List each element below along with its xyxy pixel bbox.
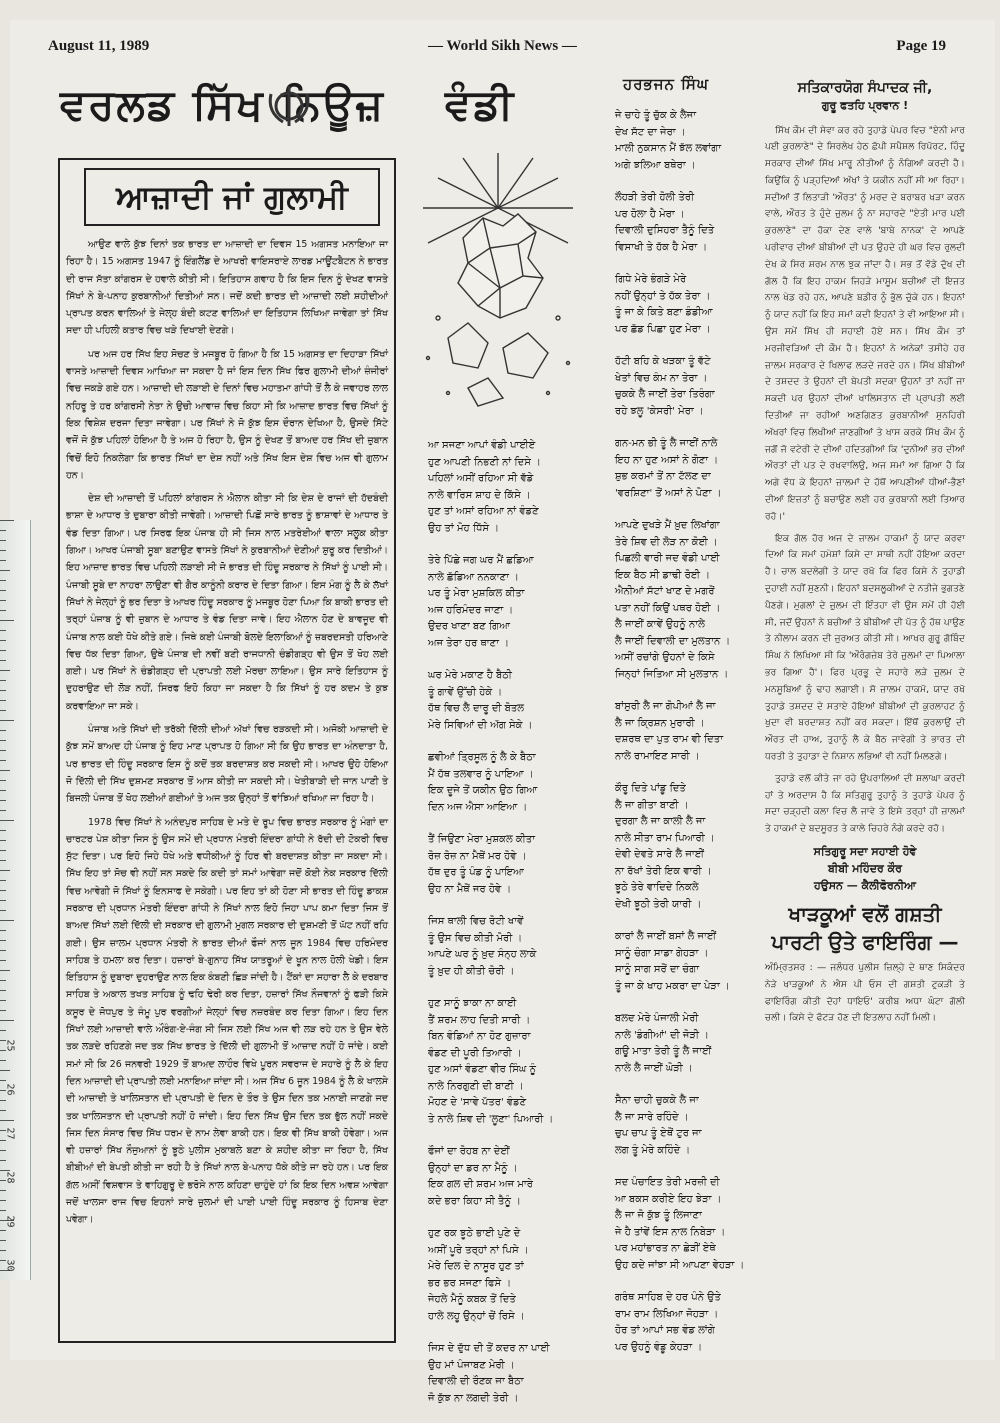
ruler-tick (0, 850, 6, 851)
editorial-box (58, 158, 396, 1343)
ruler-tick (0, 950, 6, 951)
letter-title: ਸਤਿਕਾਰਯੋਗ ਸੰਪਾਦਕ ਜੀ, (797, 80, 933, 96)
poem-line: ਗਊ ਮਾਤਾ ਤੇਰੀ ਤੂੰ ਲੈ ਜਾਈਂ (615, 1046, 712, 1057)
poem-stanza (615, 108, 775, 174)
ruler-tick (0, 730, 6, 731)
editorial-headline: ਆਜ਼ਾਦੀ ਜਾਂ ਗੁਲਾਮੀ (84, 168, 380, 226)
letter-signature: ਬੀਬੀ ਮਹਿੰਦਰ ਕੌਰ (828, 861, 902, 875)
poem-line: ਪਰ ਉਹਨੂੰ ਵੰਡੂ ਕੇਹੜਾ । (615, 1341, 703, 1353)
section-banner (60, 80, 600, 140)
poem-line: ਜਿਸ ਥਾਲੀ ਵਿਚ ਰੋਟੀ ਖਾਵੇਂ (428, 916, 524, 927)
poem-line: ਨਹੀਂ ਉਨ੍ਹਾਂ ਤੇ ਹੱਕ ਤੇਰਾ । (615, 290, 711, 302)
poem-line: ਦਿਵਾਲੀ ਦੁਸਿਹਰਾ ਤੈਨੂੰ ਦਿਤੇ (615, 225, 715, 236)
letter-closing: ਸਤਿਗੁਰੂ ਸਦਾ ਸਹਾਈ ਹੋਵੇ (813, 844, 917, 858)
poem-line: ਮੇਰੇ ਦਿਲ ਦੇ ਨਾਸੂਰ ਹੁਣ ਤਾਂ (428, 1261, 524, 1272)
poem-stanza (615, 518, 775, 683)
poem-line: ਦੁਰਗਾ ਲੈ ਜਾ ਕਾਲੀ ਲੈ ਜਾ (615, 816, 706, 827)
ruler-tick (0, 1010, 6, 1011)
section-title-right: ਵੰਡੀ (445, 80, 516, 129)
poem-line: ਝੂਠੇ ਤੇਰੇ ਵਾਦਿਦੇ ਨਿਕਲੇ (615, 882, 699, 893)
masthead (48, 38, 968, 60)
editorial-paragraph: 1978 ਵਿਚ ਸਿੱਖਾਂ ਨੇ ਅਨੰਦਪੁਰ ਸਾਹਿਬ ਦੇ ਮਤੇ ਦੇ ਰੂਪ ਵਿਚ ਭਾਰਤ ਸਰਕਾਰ ਨੂੰ ਮੰਗਾਂ ਦਾ ਚਾਰਟਰ ਪੇਸ਼ ਕੀਤਾ ਜਿਸ ਨੂੰ ਉਸ ਸਮੇਂ ਦੀ ਪ੍ਰਧਾਨ ਮੰਤਰੀ ਇੰਦਰਾ ਗਾਂਧੀ ਨੇ ਰੱਦੀ ਦੀ ਟੋਕਰੀ ਵਿਚ ਸੁੱਟ ਦਿਤਾ। ਪਰ ਇਹੋ ਜਿਹੇ ਧੋਖੇ ਅਤੇ ਵਧੀਕੀਆਂ ਨੂੰ ਹਿਰ ਵੀ ਬਰਦਾਸ਼ਤ ਕੀਤਾ ਜਾ ਸਕਦਾ ਸੀ। ਸਿੱਖ ਇਹ ਤਾਂ ਸੋਚ ਵੀ ਨਹੀਂ ਸਨ ਸਕਦੇ ਕਿ ਕਦੀ ਤਾਂ ਸਮਾਂ ਆਵੇਗਾ ਜਦੋਂ ਕੋਈ ਨੇਕ ਸਰਕਾਰ ਦਿੱਲੀ ਵਿਚ ਆਵੇਗੀ ਜੋ ਸਿੱਖਾਂ ਨੂੰ ਇਨਸਾਫ ਦੇ ਸਕੇਗੀ। ਪਰ ਇਹ ਤਾਂ ਕੀ ਹੋਣਾ ਸੀ ਭਾਰਤ ਦੀ ਹਿੰਦੂ ਡਾਕਸ਼ ਸਰਕਾਰ ਦੀ ਪ੍ਰਧਾਨ ਮੰਤਰੀ ਇੰਦਰਾ ਗਾਂਧੀ ਨੇ ਸਿੱਖਾਂ ਨਾਲ ਇਹੋ ਜਿਹਾ ਪਾਪ ਕਮਾ ਦਿਤਾ ਜਿਸ ਤੋਂ ਬਾਅਦ ਸਿੱਖਾਂ ਲਈ ਦਿੱਲੀ ਦੀ ਸਰਕਾਰ ਦੀ ਗੁਲਾਮੀ ਮੁਗਲ ਸਰਕਾਰ ਦੀ ਦੁਸ਼ਮਣੀ ਤੋਂ ਘੱਟ ਨਹੀਂ ਰਹਿ ਗਈ। ਉਸ ਜ਼ਾਲਮ ਪ੍ਰਧਾਨ ਮੰਤਰੀ ਨੇ ਭਾਰਤ ਦੀਆਂ ਫੌਜਾਂ ਨਾਲ ਜੂਨ 1984 ਵਿਚ ਹਰਿਮੰਦਰ ਸਾਹਿਬ ਤੇ ਹਮਲਾ ਕਰ ਦਿਤਾ। ਹਜ਼ਾਰਾਂ ਬੇ-ਗੁਨਾਹ ਸਿੱਖ ਯਾਤਰੂਆਂ ਦੇ ਖੂਨ ਨਾਲ ਹੋਲੀ ਖੇਡੀ। ਇਸ ਇਤਿਹਾਸ ਨੂੰ ਦੁਬਾਰਾ ਦੁਹਰਾਉਣ ਨਾਲ ਇਕ ਕੰਬਣੀ ਛਿੜ ਜਾਂਦੀ ਹੈ। ਟੈਂਕਾਂ ਦਾ ਸਹਾਰਾ ਲੈ ਕੇ ਦਰਬਾਰ ਸਾਹਿਬ ਤੇ ਅਕਾਲ ਤਖਤ ਸਾਹਿਬ ਨੂੰ ਢਹਿ ਢੇਰੀ ਕਰ ਦਿਤਾ, ਹਜ਼ਾਰਾਂ ਸਿੱਖ ਨੌਜਵਾਨਾਂ ਨੂੰ ਫੜੀ ਕਿਸੇ ਕਸੂਰ ਦੇ ਜੋਧਪੁਰ ਤੇ ਜੰਮੂ ਪੁਰ ਵਰਗੀਆਂ ਜੇਲ੍ਹਾਂ ਵਿਚ ਨਜ਼ਰਬੰਦ ਕਰ ਦਿਤਾ ਗਿਆ। ਇਹ ਦਿਨ ਸਿੱਖਾਂ ਲਈ ਆਜ਼ਾਦੀ ਵਾਲੇ ਔਰੰਗ-ਏ-ਜੰਗ ਸੀ ਜਿਸ ਲਈ ਸਿੱਖ ਅਜ ਵੀ ਲੜ ਰਹੇ ਹਨ ਤੇ ਉਸ ਵੇਲੇ ਤਕ ਲੜਦੇ ਰਹਿਣਗੇ ਜਦ ਤਕ ਸਿੱਖ ਭਾਰਤ ਤੇ ਦਿੱਲੀ ਦੀ ਗੁਲਾਮੀ ਤੋਂ ਆਜ਼ਾਦ ਨਹੀਂ ਹੋ ਜਾਂਦੇ। ਕਈ ਸਮਾਂ ਸੀ ਕਿ 26 ਜਨਵਰੀ 1929 ਤੋਂ ਬਾਅਦ ਲਾਹੌਰ ਵਿਖੇ ਪੂਰਨ ਸਵਰਾਜ ਦੇ ਸਹਾਰੇ ਨੂੰ ਲੈ ਕੇ ਇਹ ਦਿਨ ਆਜ਼ਾਦੀ ਦੀ ਪ੍ਰਾਪਤੀ ਲਈ ਮਨਾਇਆ ਜਾਂਦਾ ਸੀ। ਅਜ ਸਿੱਖ 6 ਜੂਨ 1984 ਨੂੰ ਲੈ ਕੇ ਖਾਲਸੇ ਦੀ ਆਜ਼ਾਦੀ ਤੇ ਖਾਲਿਸਤਾਨ ਦੀ ਪ੍ਰਾਪਤੀ ਦੇ ਦਿਨ ਦੇ ਤੌਰ ਤੇ ਉਸ ਦਿਨ ਤਕ ਮਨਾਈ ਜਾਣਗੇ ਜਦ ਤਕ ਖਾਲਿਸਤਾਨ ਦੀ ਪ੍ਰਾਪਤੀ ਨਹੀਂ ਹੋ ਜਾਂਦੀ। ਇਹ ਦਿਨ ਸਿੱਖ ਉਸ ਦਿਨ ਤਕ ਭੁੱਲ ਨਹੀਂ ਸਕਦੇ ਜਿਸ ਦਿਨ ਸੰਸਾਰ ਵਿਚ ਸਿੱਖ ਧਰਮ ਦੇ ਨਾਮ ਲੇਵਾ ਬਾਕੀ ਹਨ। ਇਕ ਵੀ ਸਿੱਖ ਬਾਕੀ ਹੋਵੇਗਾ। ਅਜ ਵੀ ਹਜ਼ਾਰਾਂ ਸਿੱਖ ਨੌਜੁਆਨਾਂ ਨੂੰ ਝੂਠੇ ਪੁਲੀਸ ਮੁਕਾਬਲੇ ਬਣਾ ਕੇ ਸ਼ਹੀਦ ਕੀਤਾ ਜਾ ਰਿਹਾ ਹੈ, ਸਿੱਖ ਬੀਬੀਆਂ ਦੀ ਬੇਪਤੀ ਕੀਤੀ ਜਾ ਰਹੀ ਹੈ ਤੇ ਸਿੱਖਾਂ ਨਾਲ ਬੇ-ਪਨਾਹ ਧੱਕੇ ਕੀਤੇ ਜਾ ਰਹੇ ਹਨ। ਪਰ ਇਕ ਗੱਲ ਅਸੀਂ ਵਿਸ਼ਵਾਸ ਤੇ ਵਾਹਿਗੁਰੂ ਦੇ ਭਰੋਸੇ ਨਾਲ ਕਹਿਣਾ ਚਾਹੁੰਦੇ ਹਾਂ ਕਿ ਇਕ ਦਿਨ ਅਵਸ਼ ਆਵੇਗਾ ਜਦੋਂ ਖਾਲਸਾ ਰਾਜ ਵਿਚ ਇਹਨਾਂ ਸਾਰੇ ਜ਼ੁਲਮਾਂ ਦੀ ਪਾਈ ਪਾਈ ਹਿੰਦੂ ਸਰਕਾਰ ਨੂੰ ਹਿਸਾਬ ਦੇਣਾ ਪਵੇਗਾ। (66, 816, 388, 1226)
poem-line: ਅਜ ਹਰਿਮੰਦਰ ਜਾਣਾ । (428, 604, 514, 616)
ruler-tick (0, 1190, 6, 1191)
poem-line: ਗਰੰਥ ਸਾਹਿਬ ਦੇ ਹਰ ਪੰਨੇ ਉਤੇ (615, 1292, 721, 1303)
poem-stanza (428, 438, 598, 537)
poem-line: ਬਿਨ ਵੰਡਿਆਂ ਨਾ ਹੋਣ ਗੁਜ਼ਾਰਾ (428, 1031, 531, 1042)
ruler-tick (0, 650, 6, 651)
ruler-tick (0, 660, 6, 661)
poem-line: ਤੂੰ ਗਾਵੇਂ ਉੱਚੀ ਹੇਕੇ । (428, 686, 503, 698)
poem-line: ਪਹਿਲਾਂ ਅਸੀਂ ਰਹਿਆ ਸੀ ਵੱਡੇ (428, 473, 534, 484)
poem-line: ਉਦਰ ਖਾਣਾ ਬਣ ਗਿਆ (428, 621, 510, 632)
ruler-tick (0, 1160, 6, 1161)
poem-stanza (615, 1175, 775, 1274)
ruler-tick (0, 790, 6, 791)
poem-line: ਰੋਜ਼ ਰੋਜ਼ ਨਾ ਮੈਥੋਂ ਮਰ ਹੋਵੇ । (428, 850, 527, 862)
ruler-tick (0, 580, 6, 581)
letter-column (765, 78, 965, 1027)
poem-line: ਉਹ ਤਾਂ ਮੋਹ ਧਿੱਸੇ । (428, 522, 499, 534)
poem-line: ਆਪਣੇ ਦੁਖੜੇ ਮੈਂ ਖ਼ੁਦ ਲਿਖਾਂਗਾ (615, 520, 720, 531)
poem-line: ਮੇਰੇ ਸਿਵਿਆਂ ਦੀ ਅੱਗ ਸੇਕੇ । (428, 719, 533, 731)
measuring-ruler (0, 520, 31, 1280)
poem-line: ਹੱਥ ਵਿਚ ਲੈ ਦਾਰੂ ਦੀ ਬੋਤਲ (428, 703, 525, 714)
poem-line: ਤੇਰੇ ਸ਼ਿਵ ਦੀ ਲੋੜ ਨਾ ਕੋਈ । (615, 536, 718, 548)
poem-line: ਦੇਖ ਸੱਟ ਦਾ ਜੇਰਾ । (615, 126, 686, 138)
poem-line: ਨਾਲੇ 'ਡੰਗੀਆਂ' ਦੀ ਜੋੜੀ । (615, 1029, 709, 1041)
poem-line: ਅਜ ਤੇਰਾ ਹਰ ਥਾਣਾ । (428, 637, 509, 649)
poem-stanza (615, 1093, 775, 1159)
poem-stanza (428, 668, 598, 734)
poem-line: ਦੇਖੀ ਝੂਠੀ ਤੇਰੀ ਯਾਰੀ । (615, 898, 702, 910)
ruler-tick (0, 910, 6, 911)
poem-line: ਅਗੇ ਝਲਿਆ ਬਥੇਰਾ । (615, 159, 696, 171)
poem-stanza (428, 553, 598, 652)
poem-line: ਨਾਲੇ ਨਿਰਗੁਣੀ ਦੀ ਬਾਣੀ । (428, 1080, 524, 1092)
poem-line: ਹੱਟੀ ਬਹਿ ਕੇ ਖੜਕਾ ਤੂੰ ਵੱਟੇ (615, 356, 711, 367)
poem-stanza (615, 699, 775, 765)
poem-line: ਅਸੀਂ ਰਚਾਂਗੇ ਉਹਨਾਂ ਦੇ ਕਿਸੇ (615, 652, 715, 663)
poem-line: ਚੁਕਕੇ ਲੈ ਜਾਈਂ ਤੇਰਾ ਤਿਰੰਗਾ (615, 389, 715, 400)
poem-stanza (428, 750, 598, 816)
ruler-tick (0, 1250, 6, 1251)
poem-stanza (428, 914, 598, 980)
poem-line: ਦਸ਼ਰਥ ਦਾ ਪੁਤ ਰਾਮ ਵੀ ਦਿਤਾ (615, 734, 724, 745)
poem-line: ਨਾਲੇ ਛੱਡਿਆ ਨਨਕਾਣਾ । (428, 571, 519, 583)
poem-line: ਪਰ ਤੂੰ ਮੇਰਾ ਮੁਸ਼ਕਿਲ ਕੀਤਾ (428, 588, 525, 599)
ruler-tick (0, 1100, 6, 1101)
ruler-tick (0, 860, 6, 861)
poem-line: ਗਿਧੇ ਮੇਰੇ ਭੰਗੜੇ ਮੇਰੇ (615, 274, 687, 285)
letter-paragraph: ਸਿੱਖ ਕੌਮ ਦੀ ਸੇਵਾ ਕਰ ਰਹੇ ਤੁਹਾਡੇ ਪੇਪਰ ਵਿਚ "ਏਨੀ ਮਾਰ ਪਈ ਕੁਰਲਾਣੇ" ਦੇ ਸਿਰਲੇਖ ਹੇਠ ਛੱਪੀ ਸਪੈਸ਼ਲ ਰਿਪੋਰਟ, ਹਿੰਦੂ ਸਰਕਾਰ ਦੀਆਂ ਸਿੱਖ ਮਾਰੂ ਨੀਤੀਆਂ ਨੂੰ ਨੰਗਿਆਂ ਕਰਦੀ ਹੈ। ਕਿਉਂਕਿ ਨੂੰ ਪੜ੍ਹਦਿਆਂ ਅੱਖਾਂ ਤੇ ਯਕੀਨ ਨਹੀਂ ਸੀ ਆ ਰਿਹਾ। ਸਦੀਆਂ ਤੋਂ ਲਿਤਾੜੀ 'ਔਰਤ' ਨੂੰ ਮਰਦ ਦੇ ਬਰਾਬਰ ਖੜਾ ਕਰਨ ਵਾਲੇ, ਔਰਤ ਤੇ ਹੁੰਦੇ ਜ਼ੁਲਮ ਨੂੰ ਨਾ ਸਹਾਰਦੇ "ਏਤੀ ਮਾਰ ਪਈ ਕੁਰਲਾਣੇ" ਦਾ ਹੋਕਾ ਦੇਣ ਵਾਲੇ 'ਬਾਬੇ ਨਾਨਕ' ਦੇ ਆਪਣੇ ਪਰੀਵਾਰ ਦੀਆਂ ਬੀਬੀਆਂ ਦੀ ਪਤ ਉਹਦੇ ਹੀ ਘਰ ਵਿਚ ਰੁਲਦੀ ਦੇਖ ਕੇ ਸਿਰ ਸ਼ਰਮ ਨਾਲ ਝੁਕ ਜਾਂਦਾ ਹੈ। ਸਭ ਤੋਂ ਵੱਡੇ ਦੁੱਖ ਦੀ ਗੱਲ ਹੈ ਕਿ ਇਹ ਹਾਕਮ ਜਿਹੜੇ ਮਾਸੂਮ ਬਚੀਆਂ ਦੀ ਇਜ਼ਤ ਨਾਲ ਖੇਡ ਰਹੇ ਹਨ, ਆਪਣੇ ਬਡੀਰ ਨੂੰ ਭੁੱਲ ਚੁੱਕੇ ਹਨ। ਇਹਨਾਂ ਨੂੰ ਯਾਦ ਨਹੀਂ ਕਿ ਇਹ ਸਮਾਂ ਕਦੀ ਇਹਨਾਂ ਤੇ ਵੀ ਆਇਆ ਸੀ। ਉਸ ਸਮੇਂ ਸਿੱਖ ਹੀ ਸਹਾਈ ਹੋਏ ਸਨ। ਸਿੱਖ ਕੌਮ ਤਾਂ ਮਰਜੀਵੜਿਆਂ ਦੀ ਕੌਮ ਹੈ। ਇਹਨਾਂ ਨੇ ਅਨੇਕਾਂ ਤਸੀਹੇ ਹਰ ਜ਼ਾਲਮ ਸਰਕਾਰ ਦੇ ਖਿਲਾਫ ਲੜਦੇ ਜਰਦੇ ਹਨ। ਸਿੱਖ ਬੀਬੀਆਂ ਦੇ ਤਸ਼ਦਦ ਤੇ ਉਹਨਾਂ ਦੀ ਬੇਪਤੀ ਸਦਕਾ ਉਹਨਾਂ ਤਾਂ ਨਹੀਂ ਜਾ ਸਕਦੀ ਪਰ ਉਹਨਾਂ ਦੀਆਂ ਖਾਲਿਸਤਾਨ ਦੀ ਪ੍ਰਾਪਤੀ ਲਈ ਦਿਤੀਆਂ ਜਾ ਰਹੀਆਂ ਅਣਗਿਣਤ ਕੁਰਬਾਨੀਆਂ ਸੁਨਹਿਰੀ ਅੱਖਰਾਂ ਵਿਚ ਲਿਖੀਆਂ ਜਾਣਗੀਆਂ ਤੇ ਖਾਸ ਕਰਕੇ ਸਿੱਖ ਕੌਮ ਨੂੰ ਜਗੋਂ ਜੋ ਵਟੇਰੀ ਦੇ ਦੀਆਂ ਹਦਿਤਗੀਆਂ ਕਿ 'ਦੁਨੀਆਂ ਭਰ ਦੀਆਂ ਔਰਤਾਂ ਦੀ ਪਤ ਦੇ ਰਖਵਾਲਿਉ, ਅਜ ਸਮਾਂ ਆ ਗਿਆ ਹੈ ਕਿ ਅਗੇ ਵੱਧ ਕੇ ਇਹਨਾਂ ਜ਼ਾਲਮਾਂ ਦੇ ਹੱਥੋਂ ਆਪਣੀਆਂ ਧੀਆਂ-ਭੈਣਾਂ ਦੀਆਂ ਇਜ਼ਤਾਂ ਨੂੰ ਬਚਾਉਣ ਲਈ ਹਰ ਕੁਰਬਾਨੀ ਲਈ ਤਿਆਰ ਰਹੋ।' (765, 124, 965, 522)
poem-line: ਆ ਸਜਣਾ ਆਪਾਂ ਵੰਡੀ ਪਾਈਏ (428, 440, 536, 451)
poem-line: ਤੂੰ ਜਾ ਕੇ ਕਿਤੇ ਬਣਾ ਡੰਡੀਆ (615, 307, 713, 318)
poem-line: ਰਹੇ ਝਲੂ 'ਕੇਸਰੀ' ਮੇਰਾ । (615, 405, 704, 417)
ruler-tick (0, 560, 6, 561)
poem-line: ਹੁਣ ਸਾਨੂੰ ਝਾਕਾ ਨਾ ਕਾਈ (428, 998, 517, 1009)
poem-line: ਰਾਮ ਰਾਮ ਲਿਖਿਆ ਜੋਹੜਾ । (615, 1308, 719, 1320)
poem-line: ਹੁਣ ਤਾਂ ਅਸਾਂ ਰਹਿਆ ਨਾਂ ਵੰਡਣੇ (428, 506, 539, 517)
ruler-tick (0, 1200, 6, 1201)
poem-line: ਕਦੇ ਭਰਾ ਕਿਹਾ ਸੀ ਤੈਨੂੰ । (428, 1195, 521, 1207)
poem-stanza (615, 1011, 775, 1077)
ruler-tick (0, 710, 6, 711)
poem-line: ਦੇਵੀ ਦੇਵਤੇ ਸਾਰੇ ਲੈ ਜਾਈਂ (615, 849, 705, 860)
poem-line: ਲੈ ਜਾ ਜੋ ਕੁੱਝ ਤੂੰ ਲਿਜਾਣਾ (615, 1210, 702, 1221)
poem-line: ਹੁਣ ਰਕ ਝੂਠੇ ਭਾਈ ਪੁਣੇ ਦੇ (428, 1228, 521, 1239)
poem-stanza (615, 1290, 775, 1356)
poem-line: ਗਨ-ਮਨ ਭੀ ਤੂੰ ਲੈ ਜਾਈਂ ਨਾਲੇ (615, 438, 718, 449)
poem-line: ਮੋਹਣ ਦੇ 'ਸਾਵੇ ਪੱਤਰ' ਵੰਡਣੇ (428, 1097, 527, 1108)
letter-paragraph: ਤੁਹਾਡੇ ਵਲੋਂ ਕੀਤੇ ਜਾ ਰਹੇ ਉਪਰਾਲਿਆਂ ਦੀ ਸ਼ਲਾਘਾ ਕਰਦੀ ਹਾਂ ਤੇ ਅਰਦਾਸ ਹੈ ਕਿ ਸਤਿਗੁਰੂ ਤੁਹਾਨੂੰ ਤੇ ਤੁਹਾਡੇ ਪੇਪਰ ਨੂੰ ਸਦਾ ਚੜ੍ਹਦੀ ਕਲਾ ਵਿਚ ਲੈ ਜਾਵੇ ਤੇ ਇਸੇ ਤਰ੍ਹਾਂ ਹੀ ਜ਼ਾਲਮਾਂ ਤੇ ਹਾਕਮਾਂ ਦੇ ਬਦਸੂਰਤ ਤੇ ਕਾਲੇ ਚਿਹਰੇ ਨੰਗੇ ਕਰਦੇ ਰਹੋ। (765, 772, 965, 835)
ruler-tick (0, 940, 6, 941)
poem-line: ਅਸੀਂ ਪੂਰੇ ਤਰ੍ਹਾਂ ਨਾਂ ਪਿਸੇ । (428, 1244, 529, 1256)
poem-line: ਉਹ ਮਾਂ ਪੰਜਾਬਣ ਮੇਰੀ । (428, 1359, 515, 1371)
poem-stanza (428, 1226, 598, 1325)
poem-line: ਜਿਸ ਦੇ ਦੁੱਧ ਦੀ ਤੋਂ ਕਦਰ ਨਾ ਪਾਈ (428, 1343, 550, 1354)
poem-line: ਨਾਲੇ ਰਾਮਾਇਣ ਸਾਰੀ । (615, 750, 700, 762)
poem-line: ਭਰ ਭਰ ਸਜਣਾ ਫਿਸੇ । (428, 1277, 512, 1289)
poem-line: ਚੁਪ ਚਾਪ ਤੂੰ ਏਥੋਂ ਟੁਰ ਜਾ (615, 1128, 702, 1139)
ruler-tick (0, 640, 6, 641)
poem-line: ਤੂੰ ਉਸ ਵਿਚ ਕੀਤੀ ਮੋਰੀ । (428, 932, 523, 944)
poem-line: ਲੈ ਜਾਈਂ ਦਿਵਾਲੀ ਦਾ ਮੁਲਤਾਨ । (615, 635, 731, 647)
ruler-tick (0, 690, 6, 691)
ruler-tick (0, 980, 6, 981)
poem-line: 'ਵਰਸ਼ਿਣਾ' ਤੋਂ ਅਸਾਂ ਨੇ ਪੋਣਾ । (615, 487, 722, 499)
poem-left-column (428, 438, 598, 1423)
page-number: Page 19 (896, 38, 946, 54)
ruler-tick (0, 1140, 6, 1141)
poem-line: ਹੋਰ ਤਾਂ ਆਪਾਂ ਸਭ ਵੰਡ ਲਾਂਗੇ (615, 1325, 715, 1336)
poem-line: ਇਕ ਬੈਠ ਸੀ ਡਾਢੀ ਰੋਈ । (615, 569, 711, 581)
poem-line: ਆ ਬਕਸ ਕਰੀਏ ਇਹ ਝੇੜਾ । (615, 1193, 722, 1205)
editorial-body (66, 236, 388, 1229)
poem-line: ਫੌਜਾਂ ਦਾ ਰੋਹਬ ਨਾ ਦੇਈਂ (428, 1146, 510, 1157)
poem-line: ਨਾਲੇ ਲੈ ਜਾਈਂ ਘੋੜੀ । (615, 1062, 693, 1074)
poem-line: ਹਾਲੇ ਲਹੂ ਉਨ੍ਹਾਂ ਚੋਂ ਰਿਸੇ । (428, 1310, 525, 1322)
poem-line: ਵਿਸਾਖੀ ਤੇ ਹੱਕ ਹੈ ਮੇਰਾ । (615, 241, 708, 253)
poem-line: ਨਾਲੇ ਵਾਰਿਸ ਸ਼ਾਹ ਦੇ ਕਿੱਸੇ । (428, 489, 531, 501)
ruler-tick (0, 760, 6, 761)
ruler-tick (0, 770, 10, 771)
ruler-tick (0, 1210, 6, 1211)
ruler-tick (0, 990, 6, 991)
ruler-tick (0, 1060, 6, 1061)
poem-line: ਨਾ ਰੱਖਾਂ ਤੇਰੀ ਇਕ ਵਾਰੀ । (615, 865, 712, 877)
paper-name: — World Sikh News — (428, 38, 577, 54)
poem-stanza (428, 1341, 598, 1407)
poem-line: ਪਿਛਲੀ ਵਾਰੀ ਜਦ ਵੰਡੀ ਪਾਈ (615, 553, 720, 564)
ruler-tick (0, 630, 6, 631)
ruler-tick (0, 740, 6, 741)
khanda-icon (265, 84, 313, 128)
poem-line: ਉਹ ਨਾ ਮੈਥੋਂ ਜਰ ਹੋਵੇ । (428, 883, 512, 895)
letter-greeting: ਗੁਰੂ ਫਤਹਿ ਪ੍ਰਵਾਨ ! (821, 99, 909, 112)
ruler-tick (0, 1020, 14, 1021)
ruler-number: 29 (4, 1215, 16, 1228)
poem-line: ਤੇਰੇ ਪਿੱਛੇ ਜਗ ਘਰ ਮੈਂ ਛਡਿਆ (428, 555, 534, 566)
ruler-tick (0, 540, 6, 541)
ruler-tick (0, 800, 6, 801)
ruler-tick (0, 680, 6, 681)
poem-line: ਤੂੰ ਖ਼ੁਦ ਹੀ ਕੀਤੀ ਚੋਰੀ । (428, 965, 515, 977)
poem-line: ਕੌਰੂ ਦਿਤੇ ਪਾਂਡੂ ਦਿਤੇ (615, 783, 686, 794)
poem-line: ਸਦ ਪੰਚਾਇਤ ਤੇਰੀ ਮਰਜ਼ੀ ਦੀ (615, 1177, 720, 1188)
ruler-tick (0, 880, 6, 881)
letter-body (765, 123, 965, 838)
issue-date: August 11, 1989 (48, 38, 150, 54)
ruler-tick (0, 1000, 6, 1001)
poem-line: ਲਗ ਤੂੰ ਮੇਰੇ ਕਹਿੰਦੇ । (615, 1144, 691, 1156)
poem-line: ਹੁਣ ਅਸਾਂ ਵੰਡਣਾ ਵੀਰ ਸਿੰਘ ਨੂੰ (428, 1064, 537, 1075)
ruler-tick (0, 1120, 14, 1121)
poem-stanza (615, 354, 775, 420)
poem-line: ਪਰ ਛੱਡ ਪਿਛਾ ਹੁਣ ਮੇਰਾ । (615, 323, 711, 335)
ruler-tick (0, 1110, 6, 1111)
ruler-tick (0, 780, 6, 781)
poem-line: ਲੌਹੜੀ ਤੇਰੀ ਹੋਲੀ ਤੇਰੀ (615, 192, 695, 203)
ruler-tick (0, 520, 14, 521)
ruler-tick (0, 930, 6, 931)
poem-mid-column (615, 75, 775, 1372)
poem-stanza (615, 781, 775, 913)
poem-line: ਪਰ ਹੋਲਾ ਹੈ ਮੇਰਾ । (615, 208, 685, 220)
ruler-number: 30 (4, 1259, 16, 1272)
ruler-tick (0, 1150, 6, 1151)
ruler-tick (0, 810, 6, 811)
ruler-tick (0, 1240, 6, 1241)
poem-line: ਸੈਨਾ ਚਾਹੀ ਚੁਕਕੇ ਲੈ ਜਾ (615, 1095, 699, 1106)
shattered-stone-illustration (408, 148, 588, 408)
poem-line: ਜੋ ਕੁੱਝ ਨਾ ਲਗਦੀ ਤੇਰੀ । (428, 1392, 519, 1404)
ruler-tick (0, 550, 6, 551)
ruler-tick (0, 750, 6, 751)
ruler-tick (0, 970, 10, 971)
poem-line: ਦਿਵਾਲੀ ਦੀ ਰੌਣਕ ਜਾ ਬੈਠਾ (428, 1376, 524, 1387)
ruler-tick (0, 1030, 6, 1031)
poem-line: ਬਾਂਸੁਰੀ ਲੈ ਜਾ ਗੋਪੀਆਂ ਲੈ ਜਾ (615, 701, 716, 712)
poem-line: ਇਕ ਗਲ ਦੀ ਸ਼ਰਮ ਅਜ ਮਾਰੇ (428, 1179, 533, 1190)
poem-line: ਪਤਾ ਨਹੀਂ ਕਿਉਂ ਪਥਰ ਹੋਈ । (615, 602, 721, 614)
poem-line: ਇਹ ਨਾ ਹੁਣ ਅਸਾਂ ਨੇ ਗੋਣਾ । (615, 454, 719, 466)
poem-line: ਸ਼ੁਭ ਕਰਮਾਂ ਤੋਂ ਨਾ ਟੱਲਣ ਦਾ (615, 471, 711, 482)
ruler-number: 25 (4, 1039, 16, 1052)
poem-line: ਛਵੀਆਂ ਤ੍ਰਿਸੂਲ ਨੂੰ ਲੈ ਕੇ ਬੈਠਾ (428, 752, 536, 763)
poem-line: ਤੈਂ ਜਿਉਣਾ ਮੇਰਾ ਮੁਸ਼ਕਲ ਕੀਤਾ (428, 834, 536, 845)
poem-line: ਲੈ ਜਾ ਸਾਰੇ ਰਹਿੰਦੇ । (615, 1111, 689, 1123)
poem-line: ਮਾਲੀ ਨੁਕਸਾਨ ਮੈਂ ਝੱਲ ਲਵਾਂਗਾ (615, 143, 722, 154)
poem-stanza (428, 1144, 598, 1210)
poem-line: ਤੇ ਨਾਲੇ ਸ਼ਿਵ ਦੀ 'ਲੂਣਾ' ਪਿਆਰੀ । (428, 1113, 554, 1125)
poem-stanza (615, 929, 775, 995)
letter-location: ਹਉਸਨ — ਕੈਲੀਫੋਰਨੀਆ (814, 878, 916, 892)
poem-line: ਲੈ ਜਾ ਗੀਤਾ ਬਾਣੀ । (615, 799, 689, 811)
poem-line: ਨਾਲੇ ਸੀਤਾ ਰਾਮ ਪਿਆਰੀ । (615, 832, 715, 844)
poem-stanza (428, 996, 598, 1128)
ruler-tick (0, 530, 6, 531)
editorial-paragraph: ਪੰਜਾਬ ਅਤੇ ਸਿੱਖਾਂ ਦੀ ਤਰੱਕੀ ਦਿੱਲੀ ਦੀਆਂ ਅੱਖਾਂ ਵਿਚ ਰੜਕਦੀ ਸੀ। ਅਜੋਕੀ ਆਜ਼ਾਦੀ ਦੇ ਕੁੱਝ ਸਮੇਂ ਬਾਅਦ ਹੀ ਪੰਜਾਬ ਨੂੰ ਇਹ ਮਾਣ ਪ੍ਰਾਪਤ ਹੋ ਗਿਆ ਸੀ ਕਿ ਉਹ ਭਾਰਤ ਦਾ ਅੰਨਦਾਤਾ ਹੈ, ਪਰ ਭਾਰਤ ਦੀ ਹਿੰਦੂ ਸਰਕਾਰ ਇਸ ਨੂੰ ਕਦੋਂ ਤਕ ਬਰਦਾਸ਼ਤ ਕਰ ਸਕਦੀ ਸੀ। ਆਖਰ ਉਹੋ ਹੋਇਆ ਜੋ ਦਿੱਲੀ ਦੀ ਸਿੱਖ ਦੁਸ਼ਮਣ ਸਰਕਾਰ ਤੋਂ ਆਸ ਕੀਤੀ ਜਾ ਸਕਦੀ ਸੀ। ਖੇਤੀਬਾੜੀ ਦੀ ਜਾਨ ਪਾਣੀ ਤੇ ਬਿਜਲੀ ਪੰਜਾਬ ਤੋਂ ਖੋਹ ਲਈਆਂ ਗਈਆਂ ਤੇ ਅਜ ਤਕ ਉਨ੍ਹਾਂ ਤੋਂ ਵਾਂਝਿਆਂ ਰਖਿਆ ਜਾ ਰਿਹਾ ਹੈ। (66, 724, 388, 805)
poem-line: ਜਿਨ੍ਹਾਂ ਜਿਤਿਆ ਸੀ ਮੁਲਤਾਨ । (615, 668, 729, 680)
poem-line: ਹੱਥ ਦੁਰ ਤੂੰ ਪੰਡ ਨੂੰ ਪਾਇਆ (428, 867, 524, 878)
poem-stanza (615, 190, 775, 256)
ruler-tick (0, 670, 10, 671)
ruler-tick (0, 870, 10, 871)
poem-stanza (615, 272, 775, 338)
poem-line: ਲੈ ਜਾਈਂ ਕਾਵੇਂ ਉਹਨੂੰ ਨਾਲੇ (615, 619, 705, 630)
ruler-tick (0, 1080, 6, 1081)
ruler-tick (0, 920, 14, 921)
ruler-tick (0, 720, 14, 721)
poem-line: ਜੇ ਹੈ ਤਾਂਵੇਂ ਇਸ ਨਾਲ ਨਿਬੇੜਾ । (615, 1226, 726, 1238)
ruler-tick (0, 700, 6, 701)
ruler-tick (0, 620, 14, 621)
ruler-number: 28 (4, 1171, 16, 1184)
editorial-paragraph: ਪਰ ਅਜ ਹਰ ਸਿੱਖ ਇਹ ਸੋਚਣ ਤੇ ਮਜਬੂਰ ਹੋ ਗਿਆ ਹੈ ਕਿ 15 ਅਗਸਤ ਦਾ ਦਿਹਾੜਾ ਸਿੱਖਾਂ ਵਾਸਤੇ ਆਜ਼ਾਦੀ ਦਿਵਸ ਆਖਿਆ ਜਾ ਸਕਦਾ ਹੈ ਜਾਂ ਇਸ ਦਿਨ ਸਿੱਖ ਫਿਰ ਗੁਲਾਮੀ ਦੀਆਂ ਜ਼ੰਜੀਰਾਂ ਵਿਚ ਜਕੜੇ ਗਏ ਹਨ। ਆਜ਼ਾਦੀ ਦੀ ਲੜਾਈ ਦੇ ਦਿਨਾਂ ਵਿਚ ਮਹਾਤਮਾ ਗਾਂਧੀ ਤੋਂ ਲੈ ਕੇ ਜਵਾਹਰ ਲਾਲ ਨਹਿਰੂ ਤੇ ਹਰ ਕਾਂਗਰਸੀ ਨੇਤਾ ਨੇ ਉਚੀ ਆਵਾਜ਼ ਵਿਚ ਕਿਹਾ ਸੀ ਕਿ ਆਜ਼ਾਦ ਭਾਰਤ ਵਿਚ ਸਿੱਖਾਂ ਨੂੰ ਇਕ ਵਿਸ਼ੇਸ਼ ਦਰਜਾ ਦਿਤਾ ਜਾਵੇਗਾ। ਪਰ ਸਿੱਖਾਂ ਨੇ ਜੋ ਕੁੱਝ ਇਸ ਦੌਰਾਨ ਦੇਖਿਆ ਹੈ, ਉਸਦੇ ਸਿੱਟੇ ਵਜੋਂ ਜੋ ਕੁੱਝ ਪਹਿਲਾਂ ਹੋਇਆ ਹੈ ਤੇ ਅਜ ਹੋ ਰਿਹਾ ਹੈ, ਉਸ ਨੂੰ ਦੇਖਣ ਤੋਂ ਬਾਅਦ ਹਰ ਸਿੱਖ ਦੀ ਜ਼ੁਬਾਨ ਵਿਚੋਂ ਇਹੋ ਨਿਕਲੇਗਾ ਕਿ ਭਾਰਤ ਸਿੱਖਾਂ ਦਾ ਦੇਸ਼ ਨਹੀਂ ਅਤੇ ਸਿੱਖ ਇਸ ਦੇਸ਼ ਵਿਚ ਅਜ ਵੀ ਗੁਲਾਮ ਹਨ। (66, 348, 388, 481)
ruler-number: 27 (4, 1127, 16, 1140)
ruler-number: 26 (4, 1083, 16, 1096)
poem-line: ਸਾਨੂੰ ਚੰਗਾ ਸਾਡਾ ਗੇਹੜਾ । (615, 947, 709, 959)
news-headline: ਖਾੜਕੂਆਂ ਵਲੋਂ ਗਸ਼ਤੀ ਪਾਰਟੀ ਉਤੇ ਫਾਇਰਿੰਗ — (771, 901, 959, 954)
poem-line: ਤੈਂ ਸ਼ਰਮ ਲਾਹ ਦਿਤੀ ਸਾਰੀ । (428, 1014, 531, 1026)
ruler-tick (0, 610, 6, 611)
poem-line: ਹੁਣ ਆਪਣੀ ਨਿਭਣੀ ਨਾਂ ਦਿਸੇ । (428, 456, 541, 468)
poem-line: ਵੰਡਣ ਦੀ ਪੂਰੀ ਤਿਆਰੀ । (428, 1047, 522, 1059)
poem-line: ਉਨ੍ਹਾਂ ਦਾ ਡਰ ਨਾ ਮੈਨੂੰ । (428, 1162, 518, 1174)
ruler-tick (0, 840, 6, 841)
ruler-tick (0, 1070, 10, 1071)
ruler-tick (0, 1230, 6, 1231)
ruler-tick (0, 820, 14, 821)
poem-line: ਜੇ ਚਾਹੇ ਤੂੰ ਚੁੱਕ ਕੇ ਲੈਜਾ (615, 110, 697, 121)
editorial-paragraph: ਆਉਣ ਵਾਲੇ ਕੁੱਝ ਦਿਨਾਂ ਤਕ ਭਾਰਤ ਦਾ ਆਜ਼ਾਦੀ ਦਾ ਦਿਵਸ 15 ਅਗਸਤ ਮਨਾਇਆ ਜਾ ਰਿਹਾ ਹੈ। 15 ਅਗਸਤ 1947 ਨੂੰ ਇੰਗਲੈਂਡ ਦੇ ਆਖਰੀ ਵਾਇਸਰਾਏ ਲਾਰਡ ਮਾਊਂਟਬੈਟਨ ਨੇ ਭਾਰਤ ਦੀ ਰਾਜ ਸੱਤਾ ਕਾਂਗਰਸ ਦੇ ਹਵਾਲੇ ਕੀਤੀ ਸੀ। ਇਤਿਹਾਸ ਗਵਾਹ ਹੈ ਕਿ ਇਸ ਦਿਨ ਨੂੰ ਦੇਖਣ ਵਾਸਤੇ ਸਿੱਖਾਂ ਨੇ ਬੇ-ਪਨਾਹ ਕੁਰਬਾਨੀਆਂ ਦਿਤੀਆਂ ਸਨ। ਜਦੋਂ ਕਦੀ ਭਾਰਤ ਦੀ ਆਜ਼ਾਦੀ ਲਈ ਸ਼ਹੀਦੀਆਂ ਪ੍ਰਾਪਤ ਕਰਨ ਵਾਲਿਆਂ ਤੇ ਜੇਲ੍ਹ ਬੰਦੀ ਕਟਣ ਵਾਲਿਆਂ ਦਾ ਇਤਿਹਾਸ ਲਿਖਿਆ ਜਾਵੇਗਾ ਤਾਂ ਸਿੱਖ ਸਦਾ ਹੀ ਪਹਿਲੀ ਕਤਾਰ ਵਿਚ ਖੜੇ ਦਿਖਾਈ ਦੇਣਗੇ। (66, 239, 388, 337)
poem-line: ਤੂੰ ਜਾ ਕੇ ਖਾਹ ਮਕਰਾ ਦਾ ਪੇੜਾ । (615, 980, 730, 992)
poem-line: ਸਾਨੂੰ ਸਾਗ ਸਰੋਂ ਦਾ ਚੰਗਾ (615, 964, 700, 975)
poem-line: ਬਲਦ ਮੇਰੇ ਪੰਜਾਲੀ ਮੇਰੀ (615, 1013, 699, 1024)
ruler-tick (0, 890, 6, 891)
ruler-tick (0, 960, 6, 961)
news-body: ਅੰਮ੍ਰਿਤਸਰ : — ਜਲੰਧਰ ਪੁਲੀਸ ਜ਼ਿਲ੍ਹੇ ਦੇ ਥਾਣ ਸਿਕੰਦਰ ਨੇੜੇ ਖਾੜਕੂਆਂ ਨੇ ਐਸ ਪੀ ਓਸ ਦੀ ਗਸ਼ਤੀ ਟੁਕੜੀ ਤੇ ਫਾਇਰਿੰਗ ਕੀਤੀ ਦੋਹਾਂ ਧਾਇਓ' ਕਰੀਬ ਅਧਾ ਘੰਟਾ ਗੋਲੀ ਚਲੀ। ਕਿਸੇ ਦੇ ਫੱਟੜ ਹੋਣ ਦੀ ਇਤਲਾਹ ਨਹੀਂ ਮਿਲੀ। (765, 961, 965, 1024)
poem-author: ਹਰਭਜਨ ਸਿੰਘ (623, 75, 710, 93)
ruler-tick (0, 590, 6, 591)
poem-line: ਪਰ ਮਹਾਂਭਾਰਤ ਨਾ ਛੇੜੀਂ ਏਥੇ (615, 1243, 716, 1254)
poem-stanza (428, 832, 598, 898)
ruler-tick (0, 570, 10, 571)
poem-line: ਐਨੀਆਂ ਸੱਟਾਂ ਖਾਣ ਦੇ ਮਗਰੋਂ (615, 586, 715, 597)
poem-line: ਲੈ ਜਾ ਕ੍ਰਿਸ਼ਨ ਮੁਰਾਰੀ । (615, 717, 705, 729)
editorial-paragraph: ਦੇਸ਼ ਦੀ ਆਜ਼ਾਦੀ ਤੋਂ ਪਹਿਲਾਂ ਕਾਂਗਰਸ ਨੇ ਐਲਾਨ ਕੀਤਾ ਸੀ ਕਿ ਦੇਸ਼ ਦੇ ਰਾਜਾਂ ਦੀ ਹੱਦਬੰਦੀ ਭਾਸ਼ਾ ਦੇ ਆਧਾਰ ਤੇ ਦੁਬਾਰਾ ਕੀਤੀ ਜਾਵੇਗੀ। ਆਜ਼ਾਦੀ ਪਿਛੋਂ ਸਾਰੇ ਭਾਰਤ ਨੂੰ ਭਾਸ਼ਾਵਾਂ ਦੇ ਆਧਾਰ ਤੇ ਵੰਡ ਦਿਤਾ ਗਿਆ। ਪਰ ਸਿਰਫ ਇਕ ਪੰਜਾਬ ਹੀ ਸੀ ਜਿਸ ਨਾਲ ਮਤਰੇਈਆਂ ਵਾਲਾ ਸਲੂਕ ਕੀਤਾ ਗਿਆ। ਆਖਰ ਪੰਜਾਬੀ ਸੂਬਾ ਬਣਾਉਣ ਵਾਸਤੇ ਸਿੱਖਾਂ ਨੇ ਕੁਰਬਾਨੀਆਂ ਦੇਣੀਆਂ ਸ਼ੁਰੂ ਕਰ ਦਿਤੀਆਂ। ਇਹ ਆਜ਼ਾਦ ਭਾਰਤ ਵਿਚ ਪਹਿਲੀ ਲੜਾਈ ਸੀ ਜੋ ਭਾਰਤ ਦੀ ਹਿੰਦੂ ਸਰਕਾਰ ਨੇ ਸਿੱਖਾਂ ਨੂੰ ਪਾਈ ਸੀ। ਪੰਜਾਬੀ ਸੂਬੇ ਦਾ ਨਾਹਰਾ ਲਾਉਣਾ ਵੀ ਗੈਰ ਕਾਨੂੰਨੀ ਕਰਾਰ ਦੇ ਦਿਤਾ ਗਿਆ। ਇਸ ਮੰਗ ਨੂੰ ਲੈ ਕੇ ਲੱਖਾਂ ਸਿੱਖਾਂ ਨੇ ਜੇਲ੍ਹਾਂ ਨੂੰ ਭਰ ਦਿਤਾ ਤੇ ਆਖਰ ਹਿੰਦੂ ਸਰਕਾਰ ਨੂੰ ਮਜਬੂਰ ਹੋਣਾ ਪਿਆ ਕਿ ਬਾਕੀ ਭਾਰਤ ਦੀ ਤਰ੍ਹਾਂ ਪੰਜਾਬ ਨੂੰ ਵੀ ਜ਼ੁਬਾਨ ਦੇ ਆਧਾਰ ਤੇ ਵੰਡ ਦਿਤਾ ਜਾਵੇ। ਇਹ ਐਲਾਨ ਹੋਣ ਦੇ ਬਾਵਜੂਦ ਵੀ ਪੰਜਾਬ ਨਾਲ ਕਈ ਧੋਖੇ ਕੀਤੇ ਗਏ। ਜਿਥੇ ਕਈ ਪੰਜਾਬੀ ਬੋਲਦੇ ਇਲਾਕਿਆਂ ਨੂੰ ਜ਼ਬਰਦਸਤੀ ਹਰਿਆਣੇ ਵਿਚ ਧੱਕ ਦਿਤਾ ਗਿਆ, ਉਥੇ ਪੰਜਾਬ ਦੀ ਨਵੀਂ ਬਣੀ ਰਾਜਧਾਨੀ ਚੰਡੀਗੜ੍ਹ ਵੀ ਉਸ ਤੋਂ ਖੋਹ ਲਈ ਗਈ। ਪਰ ਸਿੱਖਾਂ ਨੇ ਚੰਡੀਗੜ੍ਹ ਦੀ ਪ੍ਰਾਪਤੀ ਲਈ ਮੋਰਚਾ ਲਾਇਆ। ਉਸ ਸਾਰੇ ਇਤਿਹਾਸ ਨੂੰ ਦੁਹਰਾਉਣ ਦੀ ਲੋੜ ਨਹੀਂ, ਸਿਰਫ ਇਹੋ ਕਿਹਾ ਜਾ ਸਕਦਾ ਹੈ ਕਿ ਸਿੱਖਾਂ ਨੂੰ ਹਰ ਕਦਮ ਤੇ ਕੁਝ ਕਰਵਾਇਆ ਜਾ ਸਕੇ। (66, 493, 388, 712)
poem-line: ਇਕ ਦੂਜੇ ਤੋਂ ਯਕੀਨ ਉਠ ਗਿਆ (428, 785, 538, 796)
section-title: ਵਰਲਡ ਸਿੱਖ ਨਿਊਜ਼ (60, 80, 385, 129)
ruler-tick (0, 900, 6, 901)
poem-line: ਮੈਂ ਹੱਥ ਤਲਵਾਰ ਨੂੰ ਪਾਇਆ । (428, 768, 534, 780)
poem-stanza (615, 436, 775, 502)
poem-line: ਘਰ ਮੇਰੇ ਮਕਾਣ ਹੈ ਬੈਠੀ (428, 670, 512, 681)
ruler-tick (0, 600, 6, 601)
letter-paragraph: ਇਕ ਗੱਲ ਹੋਰ ਅਜ ਦੇ ਜ਼ਾਲਮ ਹਾਕਮਾਂ ਨੂੰ ਯਾਦ ਕਰਵਾ ਦਿਆਂ ਕਿ ਸਮਾਂ ਹਮੇਸ਼ਾਂ ਕਿਸੇ ਦਾ ਸਾਥੀ ਨਹੀਂ ਹੋਇਆ ਕਰਦਾ ਹੈ। ਚਾਲ ਬਦਲੇਗੀ ਤੇ ਯਾਦ ਰਖੋ ਕਿ ਫਿਰ ਕਿਸੇ ਨੇ ਤੁਹਾਡੀ ਦੁਹਾਈ ਨਹੀਂ ਸੁਣਨੀ। ਇਹਨਾਂ ਬਦਸਲੂਕੀਆਂ ਦੇ ਨਤੀਜੇ ਭੁਗਤਣੇ ਪੈਣਗੇ। ਮੁਗਲਾਂ ਦੇ ਜ਼ੁਲਮ ਦੀ ਇੰਤਹਾ ਵੀ ਉਸ ਸਮੇਂ ਹੀ ਹੋਈ ਸੀ, ਜਦੋਂ ਉਹਨਾਂ ਨੇ ਬਚੀਆਂ ਤੇ ਬੀਬੀਆਂ ਦੀ ਪੱਤ ਨੂੰ ਹੱਥ ਪਾਉਣ ਤੇ ਨੀਲਾਮ ਕਰਨ ਦੀ ਜੁਰਅਤ ਕੀਤੀ ਸੀ। ਆਖਰ ਗੁਰੂ ਗੋਬਿੰਦ ਸਿੰਘ ਨੇ ਲਿਖਿਆ ਸੀ ਕਿ 'ਔਰੰਗਜ਼ੇਬ ਤੇਰੇ ਜ਼ੁਲਮਾਂ ਦਾ ਪਿਆਲਾ ਭਰ ਗਿਆ ਹੈ'। ਫਿਰ ਪ੍ਰਭੂ ਦੇ ਸਹਾਰੇ ਲੜੇ ਜ਼ੁਲਮ ਦੇ ਮਨਸੂਬਿਆਂ ਨੂੰ ਢਾਹ ਲਗਾਈ। ਸੋ ਜ਼ਾਲਮ ਹਾਕਮੋ, ਯਾਦ ਰਖੋ ਤੁਹਾਡੇ ਤਸ਼ਦਦ ਦੇ ਸਤਾਏ ਹੋਇਆਂ ਬੀਬੀਆਂ ਦੀ ਕੁਰਲਾਹਟ ਨੂੰ ਖੁਦਾ ਵੀ ਬਰਦਾਸ਼ਤ ਨਹੀਂ ਕਰ ਸਕਦਾ। ਇੱਥੋਂ ਕੁਰਲਾਉਂ ਦੀ ਔਰਤ ਦੀ ਹਾਅ, ਤੁਹਾਨੂੰ ਲੈ ਕੇ ਬੈਠ ਜਾਵੇਗੀ ਤੇ ਭਾਰਤ ਦੀ ਧਰਤੀ ਤੇ ਤੁਹਾਡਾ ਦੇ ਨਿਸ਼ਾਨ ਲਭਿਆਂ ਵੀ ਨਹੀਂ ਮਿਲਣਗੇ। (765, 532, 965, 762)
poem-line: ਉਹ ਕਦੇ ਜਾਂਝਾ ਸੀ ਆਪਣਾ ਵੇਹੜਾ । (615, 1259, 745, 1271)
poem-line: ਜੇਹਲੇ ਮੈਨੂੰ ਕਬਕ ਤੋਂ ਦਿਤੇ (428, 1294, 516, 1305)
poem-line: ਆਪਣੇ ਘਰ ਨੂੰ ਖ਼ੁਦ ਸੰਨ੍ਹ ਲਾਕੇ (428, 949, 537, 960)
ruler-tick (0, 830, 6, 831)
poem-line: ਕਾਰਾਂ ਲੈ ਜਾਈਂ ਬਸਾਂ ਲੈ ਜਾਈਂ (615, 931, 717, 942)
poem-line: ਦਿਨ ਅਜ ਐਸਾ ਆਇਆ । (428, 801, 528, 813)
poem-line: ਖੇਤਾਂ ਵਿਚ ਕੰਮ ਨਾ ਤੇਰਾ । (615, 372, 708, 384)
